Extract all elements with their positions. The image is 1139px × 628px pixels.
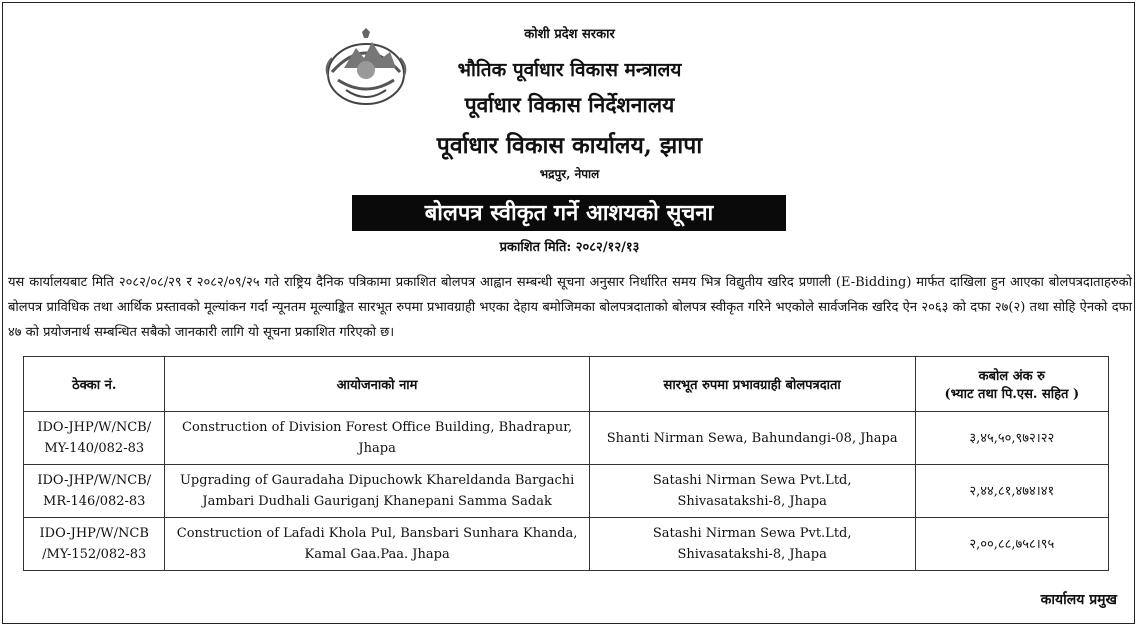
notice-body: यस कार्यालयबाट मिति २०८२/०८/२९ र २०८२/०९/२५ गते राष्ट्रिय दैनिक पत्रिकामा प्रकाशित बोलपत्र आह्वान सम्बन्धी सूचना अनुसार निर्धारित समय भित्र विद्युतीय खरिद प्रणाली (E-Bidding) मार्फत दाखिला हुन आएका बोलपत्रदाताहरुको बोलपत्र प्राविधिक तथा आर्थिक प्रस्तावको मूल्यांकन गर्दा न्यूनतम मूल्याङ्कित सारभूत रुपमा प्रभावग्राही भएका देहाय बमोजिमका बोलपत्रदाताको बोलपत्र स्वीकृत गरिने भएकोले सार्वजनिक खरिद ऐन २०६३ को दफा २७(२) तथा सोहि ऐनको दफा ४७ को प्रयोजनार्थ सम्बन्धित सबैको जानकारी लागि यो सूचना प्रकाशित गरिएको छ। — [8, 275, 1132, 340]
bidder-cell — [589, 518, 915, 571]
amount-cell: २,४४,८१,४७४।४१ — [915, 465, 1108, 518]
office-location: भद्रपुर, नेपाल — [539, 167, 600, 181]
project-name-cell — [165, 412, 589, 465]
directorate-heading: पूर्वाधार विकास निर्देशनालय — [464, 92, 675, 117]
bidder-line1: Satashi Nirman Sewa Pvt.Ltd, — [652, 526, 852, 541]
published-date: प्रकाशित मिति: २०८२/१२/१३ — [499, 240, 640, 255]
header-amount-line1: कबोल अंक रु — [978, 369, 1045, 384]
province-government-heading: कोशी प्रदेश सरकार — [524, 27, 615, 42]
header-project-name: आयोजनाको नाम — [165, 357, 589, 412]
contract-no-line2: MY-140/082-83 — [44, 441, 145, 456]
contract-no-cell — [24, 465, 165, 518]
header-amount — [915, 357, 1108, 412]
project-name-cell — [165, 465, 589, 518]
bidder-line1: Satashi Nirman Sewa Pvt.Ltd, — [652, 473, 852, 488]
contract-no-line1: IDO-JHP/W/NCB — [39, 526, 149, 541]
project-name-line1: Construction of Division Forest Office Building, Bhadrapur, Jhapa — [182, 420, 573, 456]
contract-no-cell — [24, 412, 165, 465]
office-heading: पूर्वाधार विकास कार्यालय, झापा — [436, 132, 703, 159]
table-row — [24, 518, 1109, 571]
table-row — [24, 465, 1109, 518]
project-name-cell — [165, 518, 589, 571]
table-row — [24, 412, 1109, 465]
contract-no-cell — [24, 518, 165, 571]
accepted-bids-table — [23, 356, 1109, 571]
contract-no-line1: IDO-JHP/W/NCB/ — [37, 473, 152, 488]
bidder-line2: Shivasatakshi-8, Jhapa — [677, 494, 827, 509]
bidder-cell — [589, 412, 915, 465]
office-chief-signature-label: कार्यालय प्रमुख — [1040, 592, 1117, 608]
project-name-line1: Upgrading of Gauradaha Dipuchowk Khareldanda Bargachi — [179, 473, 575, 488]
project-name-line1: Construction of Lafadi Khola Pul, Bansbari Sunhara Khanda, — [176, 526, 578, 541]
contract-no-line1: IDO-JHP/W/NCB/ — [37, 420, 152, 435]
notice-title-banner: बोलपत्र स्वीकृत गर्ने आशयको सूचना — [352, 195, 786, 231]
bidder-cell — [589, 465, 915, 518]
ministry-heading: भौतिक पूर्वाधार विकास मन्त्रालय — [457, 59, 682, 81]
amount-cell: ३,४५,५०,९७२।२२ — [915, 412, 1108, 465]
project-name-line2: Kamal Gaa.Paa. Jhapa — [304, 547, 450, 562]
bidder-line2: Shivasatakshi-8, Jhapa — [677, 547, 827, 562]
table-header-row — [24, 357, 1109, 412]
contract-no-line2: /MY-152/082-83 — [42, 547, 147, 562]
project-name-line2: Jambari Dudhali Gauriganj Khanepani Samma Sadak — [202, 494, 552, 509]
amount-cell: २,००,८८,७५८।९५ — [915, 518, 1108, 571]
header-contract-no: ठेक्का नं. — [24, 357, 165, 412]
bidder-line1: Shanti Nirman Sewa, Bahundangi-08, Jhapa — [606, 430, 898, 446]
header-bidder: सारभूत रुपमा प्रभावग्राही बोलपत्रदाता — [589, 357, 915, 412]
contract-no-line2: MR-146/082-83 — [43, 494, 146, 509]
header-amount-line2: (भ्याट तथा पि.एस. सहित ) — [944, 387, 1080, 402]
